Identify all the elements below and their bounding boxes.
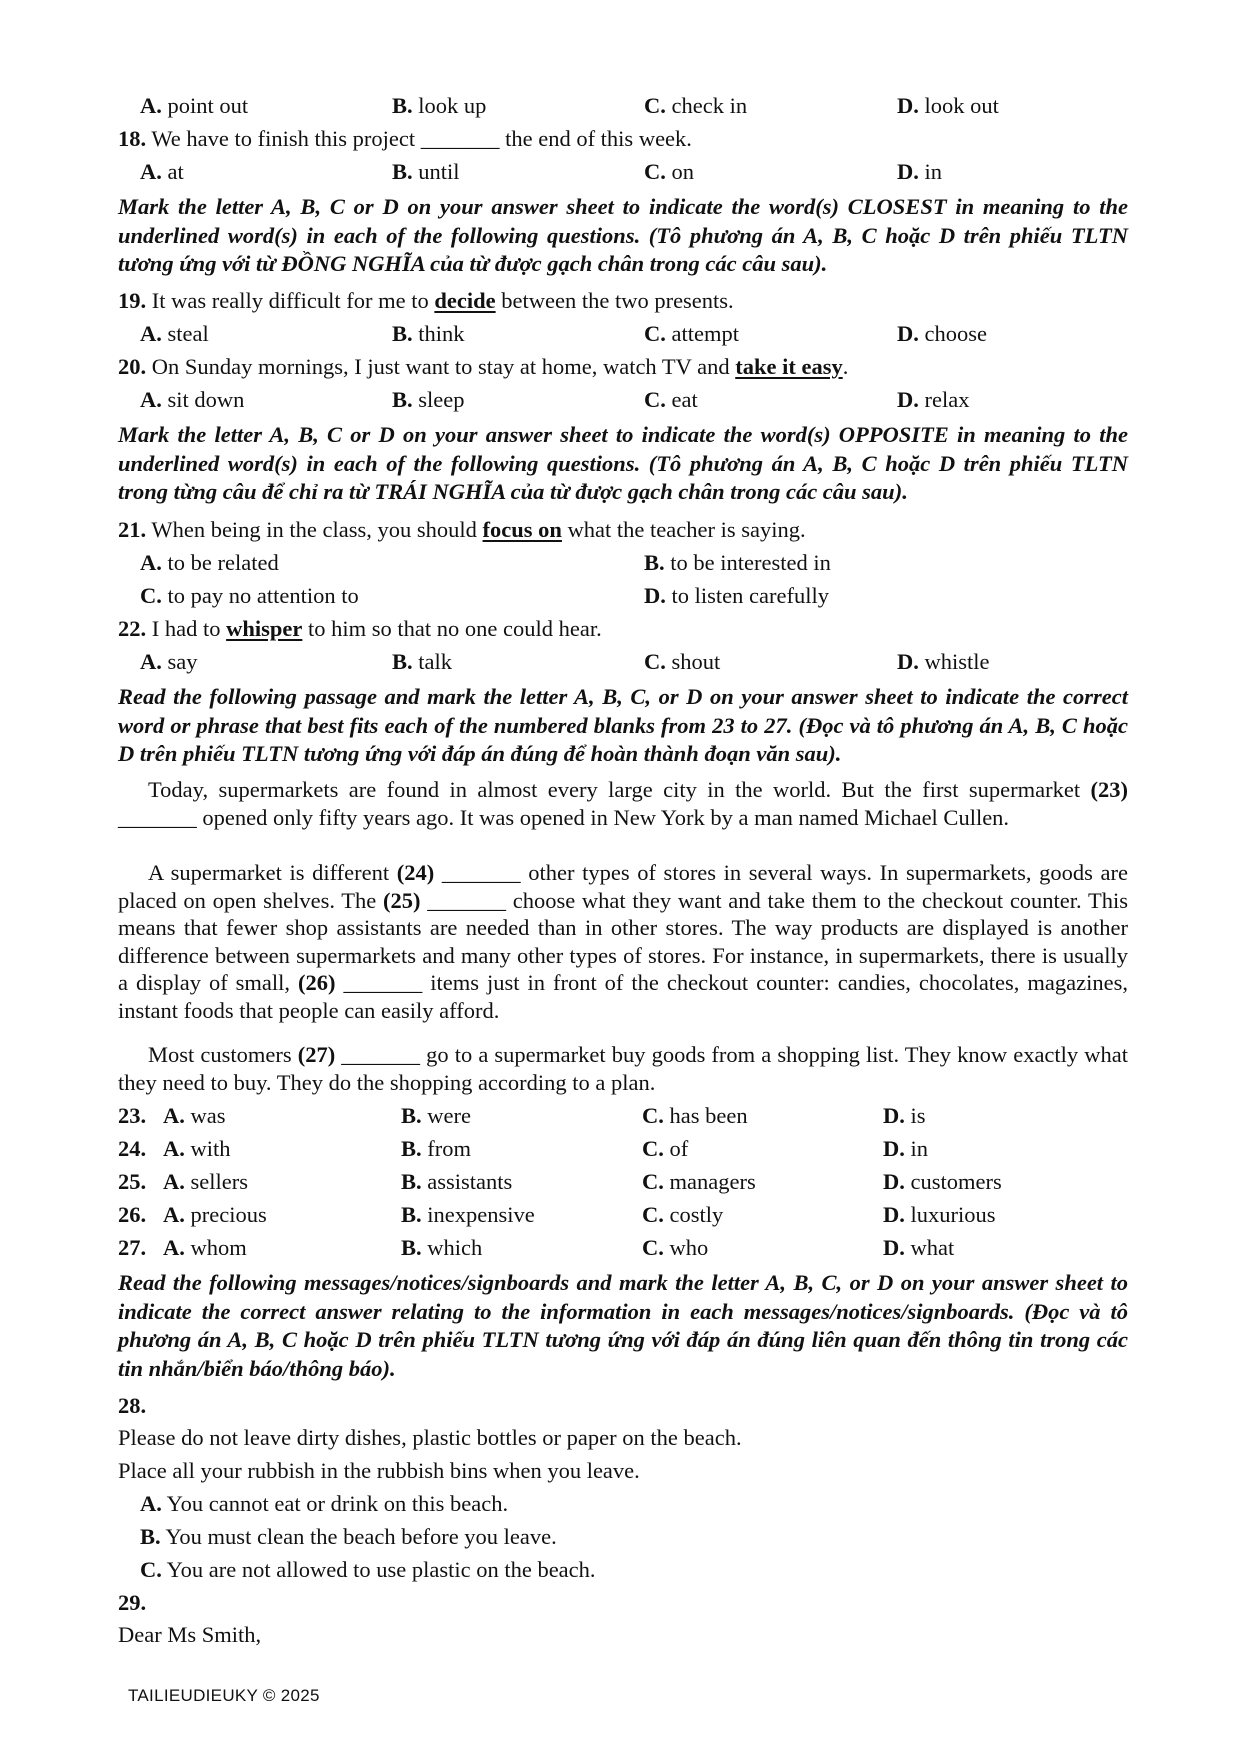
- q23-option-a[interactable]: A. was: [163, 1103, 226, 1128]
- blank-23: (23): [1090, 777, 1128, 802]
- q26-option-d[interactable]: D. luxurious: [883, 1202, 996, 1227]
- q22-option-d[interactable]: D. whistle: [897, 649, 990, 674]
- q17-option-b[interactable]: B. look up: [392, 93, 487, 118]
- q26-option-c[interactable]: C. costly: [642, 1202, 724, 1227]
- footer-copyright: TAILIEUDIEUKY © 2025: [128, 1686, 320, 1705]
- q20-option-a[interactable]: A. sit down: [140, 387, 245, 412]
- q17-option-a[interactable]: A. point out: [140, 93, 249, 118]
- q21-stem: 21. When being in the class, you should focus on what the teacher is saying.: [118, 517, 806, 542]
- q18-stem: 18. We have to finish this project _______ the end of this week.: [118, 126, 692, 151]
- instruction-closest-meaning: Mark the letter A, B, C or D on your answer sheet to indicate the word(s) CLOSEST in meaning to the underlined word(s) in each of the following questions. (Tô phương án A, B, C hoặc D trên phiếu TLTN tương ứng với từ ĐỒNG NGHĨA của từ được gạch chân trong các câu sau).: [118, 194, 1128, 276]
- underlined-phrase: focus on: [482, 517, 562, 542]
- q24-option-b[interactable]: B. from: [401, 1136, 472, 1161]
- q25-option-a[interactable]: A. sellers: [163, 1169, 248, 1194]
- underlined-phrase: take it easy: [735, 354, 843, 379]
- q28-notice-line-2: Place all your rubbish in the rubbish bins when you leave.: [118, 1458, 640, 1483]
- q29-number: 29.: [118, 1590, 147, 1615]
- q20-option-c[interactable]: C. eat: [644, 387, 698, 412]
- q21-option-a[interactable]: A. to be related: [140, 550, 279, 575]
- q23-number: 23.: [118, 1103, 147, 1128]
- blank-25: (25): [383, 887, 421, 913]
- q27-option-d[interactable]: D. what: [883, 1235, 955, 1260]
- q18-option-d[interactable]: D. in: [897, 159, 943, 184]
- blank-27: (27): [297, 1042, 336, 1067]
- instruction-notices: Read the following messages/notices/signboards and mark the letter A, B, C, or D on your answer sheet to indicate the correct answer relating to the information in each messages/notices/signboards. (Đọc và tô phương án A, B, C hoặc D trên phiếu TLTN tương ứng với đáp án đúng liên quan đến thông tin trong các tin nhắn/biển báo/thông báo).: [118, 1270, 1128, 1381]
- q26-option-b[interactable]: B. inexpensive: [401, 1202, 535, 1227]
- q24-option-c[interactable]: C. of: [642, 1136, 689, 1161]
- q25-option-b[interactable]: B. assistants: [401, 1169, 513, 1194]
- q21-option-d[interactable]: D. to listen carefully: [644, 583, 829, 608]
- q19-option-b[interactable]: B. think: [392, 321, 465, 346]
- q28-notice-line-1: Please do not leave dirty dishes, plastic bottles or paper on the beach.: [118, 1425, 742, 1450]
- q23-option-d[interactable]: D. is: [883, 1103, 926, 1128]
- q29-salutation: Dear Ms Smith,: [118, 1622, 262, 1647]
- q27-option-c[interactable]: C. who: [642, 1235, 709, 1260]
- q26-number: 26.: [118, 1202, 147, 1227]
- q24-option-d[interactable]: D. in: [883, 1136, 929, 1161]
- q22-option-a[interactable]: A. say: [140, 649, 198, 674]
- q25-number: 25.: [118, 1169, 147, 1194]
- blank-26: (26): [298, 970, 336, 995]
- q19-option-a[interactable]: A. steal: [140, 321, 209, 346]
- q21-option-c[interactable]: C. to pay no attention to: [140, 583, 359, 608]
- q19-option-c[interactable]: C. attempt: [644, 321, 739, 346]
- passage-paragraph-1: Today, supermarkets are found in almost every large city in the world. But the first supermarket (23) _______ opened only fifty years ago. It was opened in New York by a man named Michael Cullen.: [118, 777, 1128, 830]
- underlined-word: decide: [434, 288, 496, 313]
- q27-option-a[interactable]: A. whom: [163, 1235, 247, 1260]
- q17-option-c[interactable]: C. check in: [644, 93, 748, 118]
- q24-option-a[interactable]: A. with: [163, 1136, 231, 1161]
- q23-option-c[interactable]: C. has been: [642, 1103, 748, 1128]
- q26-option-a[interactable]: A. precious: [163, 1202, 267, 1227]
- instruction-passage: Read the following passage and mark the letter A, B, C, or D on your answer sheet to indicate the correct word or phrase that best fits each of the numbered blanks from 23 to 27. (Đọc và tô phương án A, B, C hoặc D trên phiếu TLTN tương ứng với đáp án đúng để hoàn thành đoạn văn sau).: [118, 684, 1128, 766]
- q28-option-a[interactable]: A. You cannot eat or drink on this beach.: [140, 1491, 509, 1516]
- q22-option-b[interactable]: B. talk: [392, 649, 453, 674]
- q20-option-b[interactable]: B. sleep: [392, 387, 465, 412]
- q21-option-b[interactable]: B. to be interested in: [644, 550, 831, 575]
- q17-option-d[interactable]: D. look out: [897, 93, 999, 118]
- q23-option-b[interactable]: B. were: [401, 1103, 471, 1128]
- q25-option-d[interactable]: D. customers: [883, 1169, 1002, 1194]
- q18-option-b[interactable]: B. until: [392, 159, 460, 184]
- q27-number: 27.: [118, 1235, 147, 1260]
- q24-number: 24.: [118, 1136, 147, 1161]
- q25-option-c[interactable]: C. managers: [642, 1169, 756, 1194]
- q20-option-d[interactable]: D. relax: [897, 387, 970, 412]
- q20-stem: 20. On Sunday mornings, I just want to stay at home, watch TV and take it easy.: [118, 354, 849, 379]
- q19-stem: 19. It was really difficult for me to decide between the two presents.: [118, 288, 734, 313]
- q28-number: 28.: [118, 1393, 147, 1418]
- underlined-word: whisper: [226, 616, 303, 641]
- q28-option-b[interactable]: B. You must clean the beach before you leave.: [140, 1524, 557, 1549]
- passage-paragraph-2: A supermarket is different (24) _______ other types of stores in several ways. In supermarkets, goods are placed on open shelves. The (25) _______ choose what they want and take them to the checkout counter. This means that fewer shop assistants are needed than in other stores. The way products are displayed is another difference between supermarkets and many other types of stores. For instance, in supermarkets, there is usually a display of small, (26) _______ items just in front of the checkout counter: candies, chocolates, magazines, instant foods that people can easily afford.: [118, 860, 1129, 1023]
- q18-option-c[interactable]: C. on: [644, 159, 694, 184]
- q22-stem: 22. I had to whisper to him so that no one could hear.: [118, 616, 602, 641]
- instruction-opposite-meaning: Mark the letter A, B, C or D on your answer sheet to indicate the word(s) OPPOSITE in meaning to the underlined word(s) in each of the following questions. (Tô phương án A, B, C hoặc D trên phiếu TLTN trong từng câu để chỉ ra từ TRÁI NGHĨA của từ được gạch chân trong các câu sau).: [118, 422, 1128, 504]
- passage-paragraph-3: Most customers (27) _______ go to a supermarket buy goods from a shopping list. They know exactly what they need to buy. They do the shopping according to a plan.: [118, 1042, 1128, 1095]
- q28-option-c[interactable]: C. You are not allowed to use plastic on the beach.: [140, 1557, 596, 1582]
- q27-option-b[interactable]: B. which: [401, 1235, 483, 1260]
- q22-option-c[interactable]: C. shout: [644, 649, 721, 674]
- q18-option-a[interactable]: A. at: [140, 159, 184, 184]
- q19-option-d[interactable]: D. choose: [897, 321, 987, 346]
- blank-24: (24): [396, 860, 435, 885]
